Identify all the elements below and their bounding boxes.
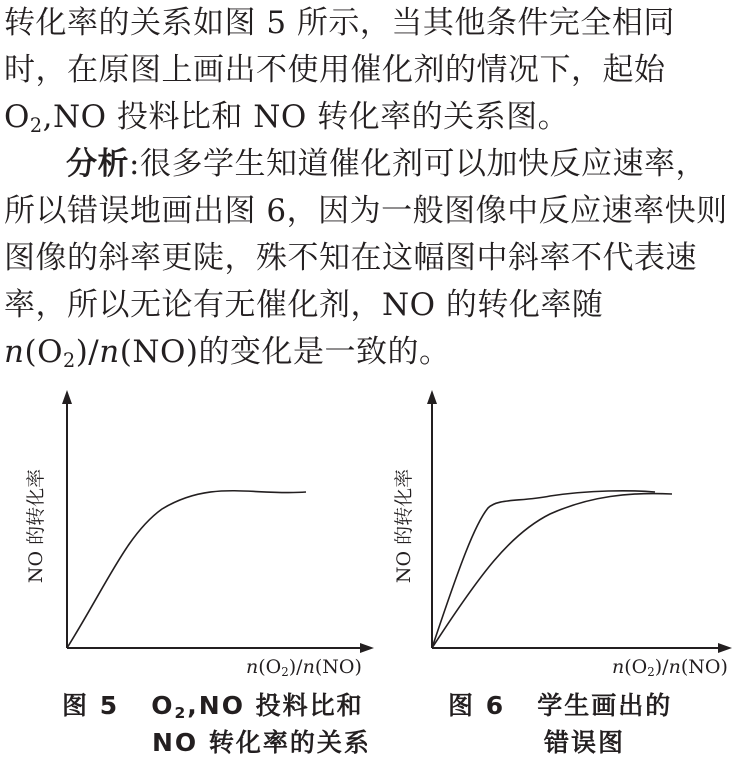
conversion-curve bbox=[67, 491, 306, 648]
paragraph-analysis bbox=[4, 141, 732, 376]
analysis-sep: : bbox=[129, 146, 140, 182]
curve-with-catalyst bbox=[432, 491, 655, 648]
figure-5 bbox=[12, 384, 372, 684]
analysis-label: 分析 bbox=[66, 146, 129, 182]
figure-6 bbox=[380, 384, 732, 684]
x-axis-label: $n(O_2)/n(NO)$ bbox=[246, 656, 362, 679]
x-axis-arrow bbox=[360, 643, 374, 653]
analysis-text-a: 很多学生知道催化剂可以加快反应速率，所以错误地画出图 6，因为一般图像中反应速率快则图像的斜率更陡，殊不知在这幅图中斜率不代表速率，所以无论有无催化剂，NO 的转化率随 bbox=[4, 146, 728, 323]
y-axis-arrow bbox=[62, 390, 72, 404]
paragraph-intro bbox=[4, 0, 732, 141]
variable-n: n bbox=[4, 334, 25, 370]
paragraph-intro-text-b: ,NO 投料比和 NO 转化率的关系图。 bbox=[42, 99, 570, 135]
figure-6-caption: 图 6 学生画出的 错误图 bbox=[448, 691, 673, 757]
analysis-o2-close: )/ bbox=[75, 334, 100, 370]
y-axis-arrow bbox=[427, 390, 437, 404]
y-axis-label: NO 的转化率 bbox=[25, 468, 47, 584]
paragraph-intro-text-a: 转化率的关系如图 5 所示，当其他条件完全相同时，在原图上画出不使用催化剂的情况下，起始 O bbox=[4, 5, 675, 135]
analysis-o2-open: (O bbox=[24, 334, 63, 370]
figure-5-caption: 图 5 $O_2,NO$ 投料比和 NO 转化率的关系 bbox=[62, 691, 371, 757]
figure-6-plot bbox=[380, 384, 732, 684]
subscript-2: 2 bbox=[62, 348, 76, 372]
variable-n-2: n bbox=[99, 334, 120, 370]
subscript-2: 2 bbox=[29, 113, 43, 137]
y-axis-label: NO 的转化率 bbox=[393, 468, 415, 584]
analysis-text-b: (NO)的变化是一致的。 bbox=[119, 334, 451, 370]
curve-without-catalyst bbox=[432, 494, 672, 648]
figure-5-plot bbox=[12, 384, 372, 684]
x-axis-label: $n(O_2)/n(NO)$ bbox=[612, 656, 728, 679]
x-axis-arrow bbox=[718, 643, 732, 653]
